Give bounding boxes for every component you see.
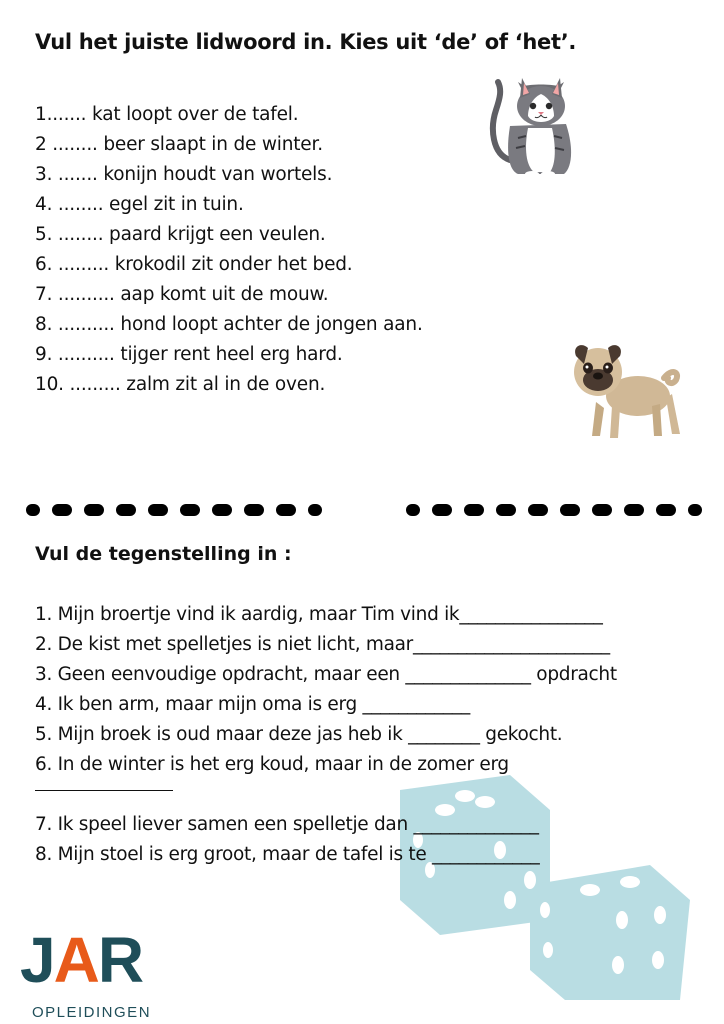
jar-logo (20, 924, 152, 1021)
exercise2-list (35, 600, 617, 870)
exercise1-item-10: 10. ......... zalm zit al in de oven. (35, 374, 326, 395)
exercise2-item-6-blank (35, 780, 617, 810)
logo-subtitle: OPLEIDINGEN (32, 1004, 152, 1021)
exercise2-item-5: 5. Mijn broek is oud maar deze jas heb ik ________ gekocht. (35, 724, 563, 745)
dog-illustration (568, 338, 686, 442)
exercise1-item-9: 9. .......... tijger rent heel erg hard. (35, 344, 343, 365)
logo-letter-j: J (20, 924, 54, 996)
separator-right (406, 504, 702, 518)
exercise1-title: Vul het juiste lidwoord in. Kies uit ‘de’ of ‘het’. (35, 30, 577, 54)
separator-left (26, 504, 322, 518)
exercise1-item-6: 6. ......... krokodil zit onder het bed. (35, 254, 353, 275)
exercise1-item-2: 2 ........ beer slaapt in de winter. (35, 134, 323, 155)
exercise2-item-1: 1. Mijn broertje vind ik aardig, maar Tim vind ik________________ (35, 604, 603, 625)
logo-letter-a: A (53, 924, 98, 996)
exercise1-item-3: 3. ....... konijn houdt van wortels. (35, 164, 333, 185)
exercise2-item-3: 3. Geen eenvoudige opdracht, maar een ______________ opdracht (35, 664, 617, 685)
exercise1-list (35, 100, 423, 400)
exercise1-item-4: 4. ........ egel zit in tuin. (35, 194, 244, 215)
exercise1-item-5: 5. ........ paard krijgt een veulen. (35, 224, 326, 245)
exercise2-title: Vul de tegenstelling in : (35, 543, 292, 565)
exercise2-item-2: 2. De kist met spelletjes is niet licht, maar______________________ (35, 634, 610, 655)
logo-letters (20, 924, 151, 996)
exercise2-item-8: 8. Mijn stoel is erg groot, maar de tafel is te ____________ (35, 844, 540, 865)
logo-letter-r: R (97, 924, 143, 996)
cat-illustration (488, 68, 583, 178)
exercise2-item-7: 7. Ik speel liever samen een spelletje dan ______________ (35, 814, 539, 835)
exercise1-item-7: 7. .......... aap komt uit de mouw. (35, 284, 329, 305)
exercise2-item-6: 6. In de winter is het erg koud, maar in de zomer erg (35, 754, 509, 775)
exercise1-item-8: 8. .......... hond loopt achter de jongen aan. (35, 314, 423, 335)
exercise2-item-4: 4. Ik ben arm, maar mijn oma is erg ____________ (35, 694, 470, 715)
exercise1-item-1: 1....... kat loopt over de tafel. (35, 104, 299, 125)
